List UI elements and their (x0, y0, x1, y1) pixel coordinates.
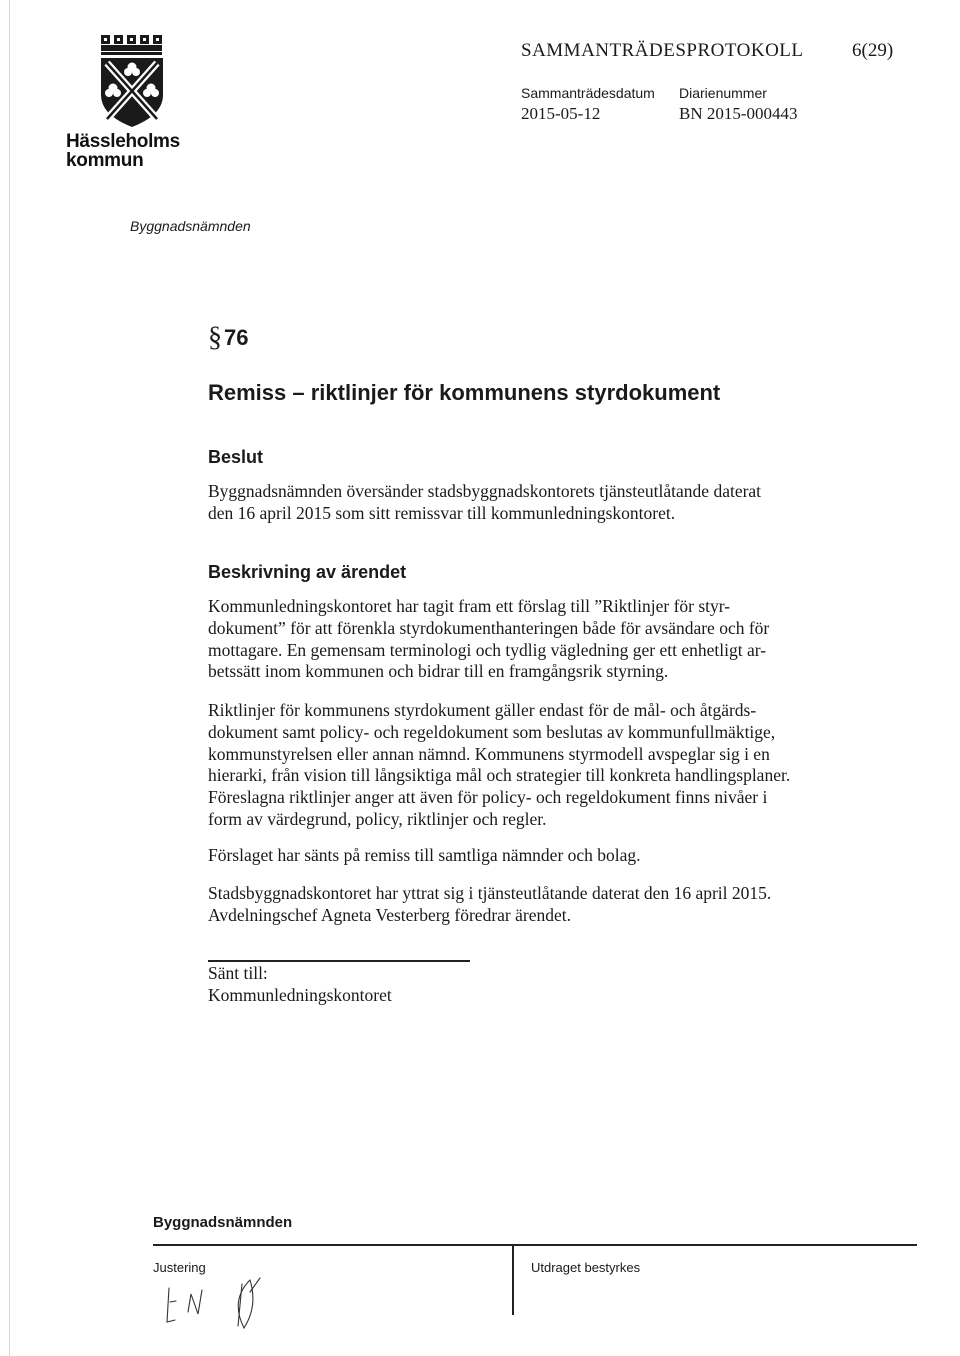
coat-of-arms-icon (99, 33, 165, 129)
text-line: betssätt inom kommunen och bidrar till en framgångsrik styrning. (208, 661, 669, 682)
scan-edge-line (9, 0, 10, 1356)
text-line: form av värdegrund, policy, riktlinjer och regler. (208, 808, 547, 829)
organization-name-line-1: Hässleholms (66, 131, 180, 152)
committee-name: Byggnadsnämnden (130, 218, 251, 234)
decision-text (208, 481, 816, 525)
text-line: Föreslagna riktlinjer anger att även för policy- och regeldokument finns nivåer i (208, 787, 768, 808)
text-line: Förslaget har sänts på remiss till samtliga nämnder och bolag. (208, 845, 641, 865)
diary-number-label: Diarienummer (679, 85, 767, 101)
meeting-date-label: Sammanträdesdatum (521, 85, 655, 101)
text-line: hierarki, från vision till långsiktiga mål och strategier till konkreta handlingsplaner. (208, 765, 791, 786)
distribution-divider (208, 960, 470, 962)
text-line: dokument” för att förenkla styrdokumenthanteringen både för avsändare och för (208, 617, 770, 638)
description-heading: Beskrivning av ärendet (208, 562, 407, 582)
text-line: Avdelningschef Agneta Vesterberg föredrar ärendet. (208, 904, 571, 925)
diary-number: BN 2015-000443 (679, 104, 798, 123)
description-paragraph (208, 845, 816, 867)
text-line: Stadsbyggnadskontoret har yttrat sig i tjänsteutlåtande daterat den 16 april 2015. (208, 883, 772, 903)
distribution-recipient: Kommunledningskontoret (208, 985, 392, 1005)
handwritten-initials-icon (160, 1270, 300, 1340)
page-number: 6(29) (852, 40, 894, 61)
text-line: Kommunledningskontoret har tagit fram ett förslag till ”Riktlinjer för styr- (208, 596, 731, 616)
text-line: dokument samt policy- och regeldokument som beslutas av kommunfullmäktige, (208, 721, 776, 742)
text-line: Byggnadsnämnden översänder stadsbyggnadskontorets tjänsteutlåtande daterat (208, 481, 762, 501)
distribution-label: Sänt till: (208, 963, 268, 983)
section-number: 76 (224, 325, 249, 350)
footer-committee-name: Byggnadsnämnden (153, 1214, 293, 1231)
description-paragraph (208, 883, 816, 927)
description-paragraph (208, 700, 816, 831)
section-heading (208, 322, 248, 354)
decision-heading: Beslut (208, 447, 264, 467)
footer-divider (153, 1244, 917, 1246)
document-type: SAMMANTRÄDESPROTOKOLL (521, 40, 804, 61)
footer-column-divider (512, 1245, 514, 1315)
text-line: Riktlinjer för kommunens styrdokument gäller endast för de mål- och åtgärds- (208, 700, 757, 720)
description-paragraph (208, 596, 816, 683)
section-symbol: § (208, 322, 222, 353)
certified-extract-label: Utdraget bestyrkes (531, 1260, 641, 1275)
organization-name-line-2: kommun (66, 150, 144, 171)
page-title: Remiss – riktlinjer för kommunens styrdokument (208, 380, 721, 405)
meeting-date: 2015-05-12 (521, 104, 601, 123)
text-line: den 16 april 2015 som sitt remissvar till kommunledningskontoret. (208, 502, 676, 523)
text-line: mottagare. En gemensam terminologi och tydlig vägledning ger ett enhetligt ar- (208, 639, 767, 660)
organization-name (66, 132, 180, 170)
justering-label: Justering (153, 1260, 206, 1275)
text-line: kommunstyrelsen eller annan nämnd. Kommunens styrmodell avspeglar sig i en (208, 743, 770, 764)
